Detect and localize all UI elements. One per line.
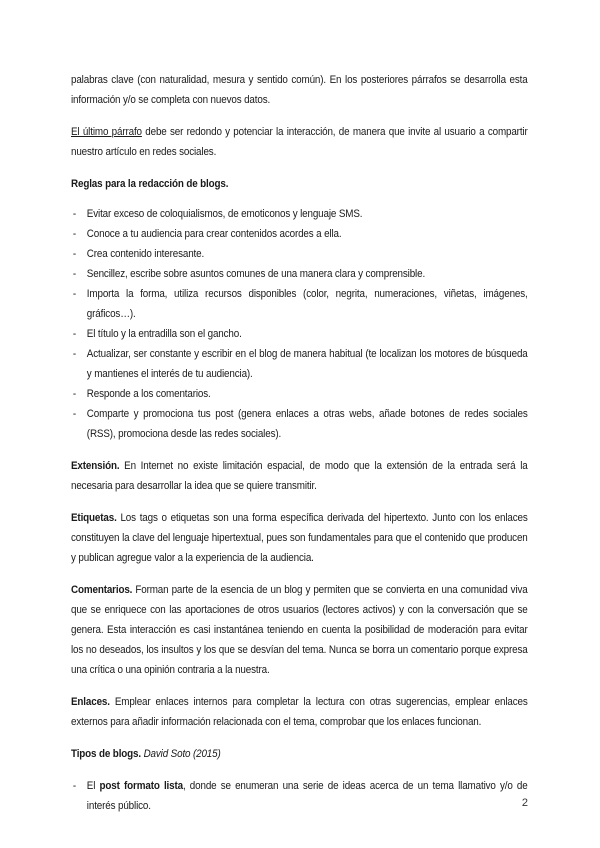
blog-type-prefix: El bbox=[86, 780, 100, 792]
blog-type-name: post formato lista bbox=[99, 780, 183, 792]
blog-types-title: Tipos de blogs. bbox=[71, 748, 141, 760]
rules-heading: Reglas para la redacción de blogs. bbox=[71, 178, 229, 190]
list-item: - Evitar exceso de coloquialismos, de emoticonos y lenguaje SMS. bbox=[71, 204, 528, 224]
comments-term: Comentarios. bbox=[71, 584, 133, 596]
intro-paragraph: palabras clave (con naturalidad, mesura y sentido común). En los posteriores párrafos se desarrolla esta información y/o se completa con nuevos datos. bbox=[71, 74, 528, 106]
blog-types-citation: David Soto (2015) bbox=[143, 748, 221, 760]
links-paragraph bbox=[71, 692, 528, 732]
tags-text: Los tags o etiquetas son una forma específica derivada del hipertexto. Junto con los enlaces constituyen la clave del lenguaje hipertextual, pues son fundamentales para que el contenido que producen y publican agregue valor a la experiencia de la audiencia. bbox=[71, 512, 528, 564]
tags-term: Etiquetas. bbox=[71, 512, 117, 524]
last-paragraph-note bbox=[71, 122, 528, 162]
extension-text: En Internet no existe limitación espacial, de modo que la extensión de la entrada será la necesaria para desarrollar la idea que se quiere transmitir. bbox=[71, 460, 528, 492]
blog-type-description: , donde se enumeran una serie de ideas acerca de un tema llamativo y/o de interés público. bbox=[86, 780, 528, 812]
page-number: 2 bbox=[521, 797, 528, 809]
list-item bbox=[71, 776, 528, 816]
list-item: - Crea contenido interesante. bbox=[71, 244, 528, 264]
blog-types-heading bbox=[71, 744, 528, 764]
list-item: - Actualizar, ser constante y escribir en el blog de manera habitual (te localizan los motores de búsqueda y mantienes el interés de tu audiencia). bbox=[71, 344, 528, 384]
last-paragraph-lead: El último párrafo bbox=[71, 126, 142, 138]
list-item: - Responde a los comentarios. bbox=[71, 384, 528, 404]
blog-types-list bbox=[71, 776, 528, 816]
links-text: Emplear enlaces internos para completar la lectura con otras sugerencias, emplear enlaces externos para añadir información relacionada con el tema, comprobar que los enlaces funcionan. bbox=[71, 696, 528, 728]
list-item: - Comparte y promociona tus post (genera enlaces a otras webs, añade botones de redes sociales (RSS), promociona desde las redes sociales). bbox=[71, 404, 528, 444]
extension-term: Extensión. bbox=[71, 460, 120, 472]
tags-paragraph bbox=[71, 508, 528, 568]
last-paragraph-text: debe ser redondo y potenciar la interacción, de manera que invite al usuario a compartir nuestro artículo en redes sociales. bbox=[71, 126, 528, 158]
comments-paragraph bbox=[71, 580, 528, 680]
list-item: - Sencillez, escribe sobre asuntos comunes de una manera clara y comprensible. bbox=[71, 264, 528, 284]
list-item: - El título y la entradilla son el gancho. bbox=[71, 324, 528, 344]
rules-list bbox=[71, 204, 528, 444]
comments-text: Forman parte de la esencia de un blog y permiten que se convierta en una comunidad viva que se enriquece con las aportaciones de otros usuarios (lectores activos) y con la conversación que se genera. Esta interacción es casi instantánea teniendo en cuenta la posibilidad de moderación para evitar los no deseados, los insultos y los que se desvían del tema. Nunca se borra un comentario porque expresa una crítica o una opinión contraria a la nuestra. bbox=[71, 584, 528, 676]
list-item: - Importa la forma, utiliza recursos disponibles (color, negrita, numeraciones, viñetas, imágenes, gráficos…). bbox=[71, 284, 528, 324]
extension-paragraph bbox=[71, 456, 528, 496]
list-item: - Conoce a tu audiencia para crear contenidos acordes a ella. bbox=[71, 224, 528, 244]
links-term: Enlaces. bbox=[71, 696, 110, 708]
